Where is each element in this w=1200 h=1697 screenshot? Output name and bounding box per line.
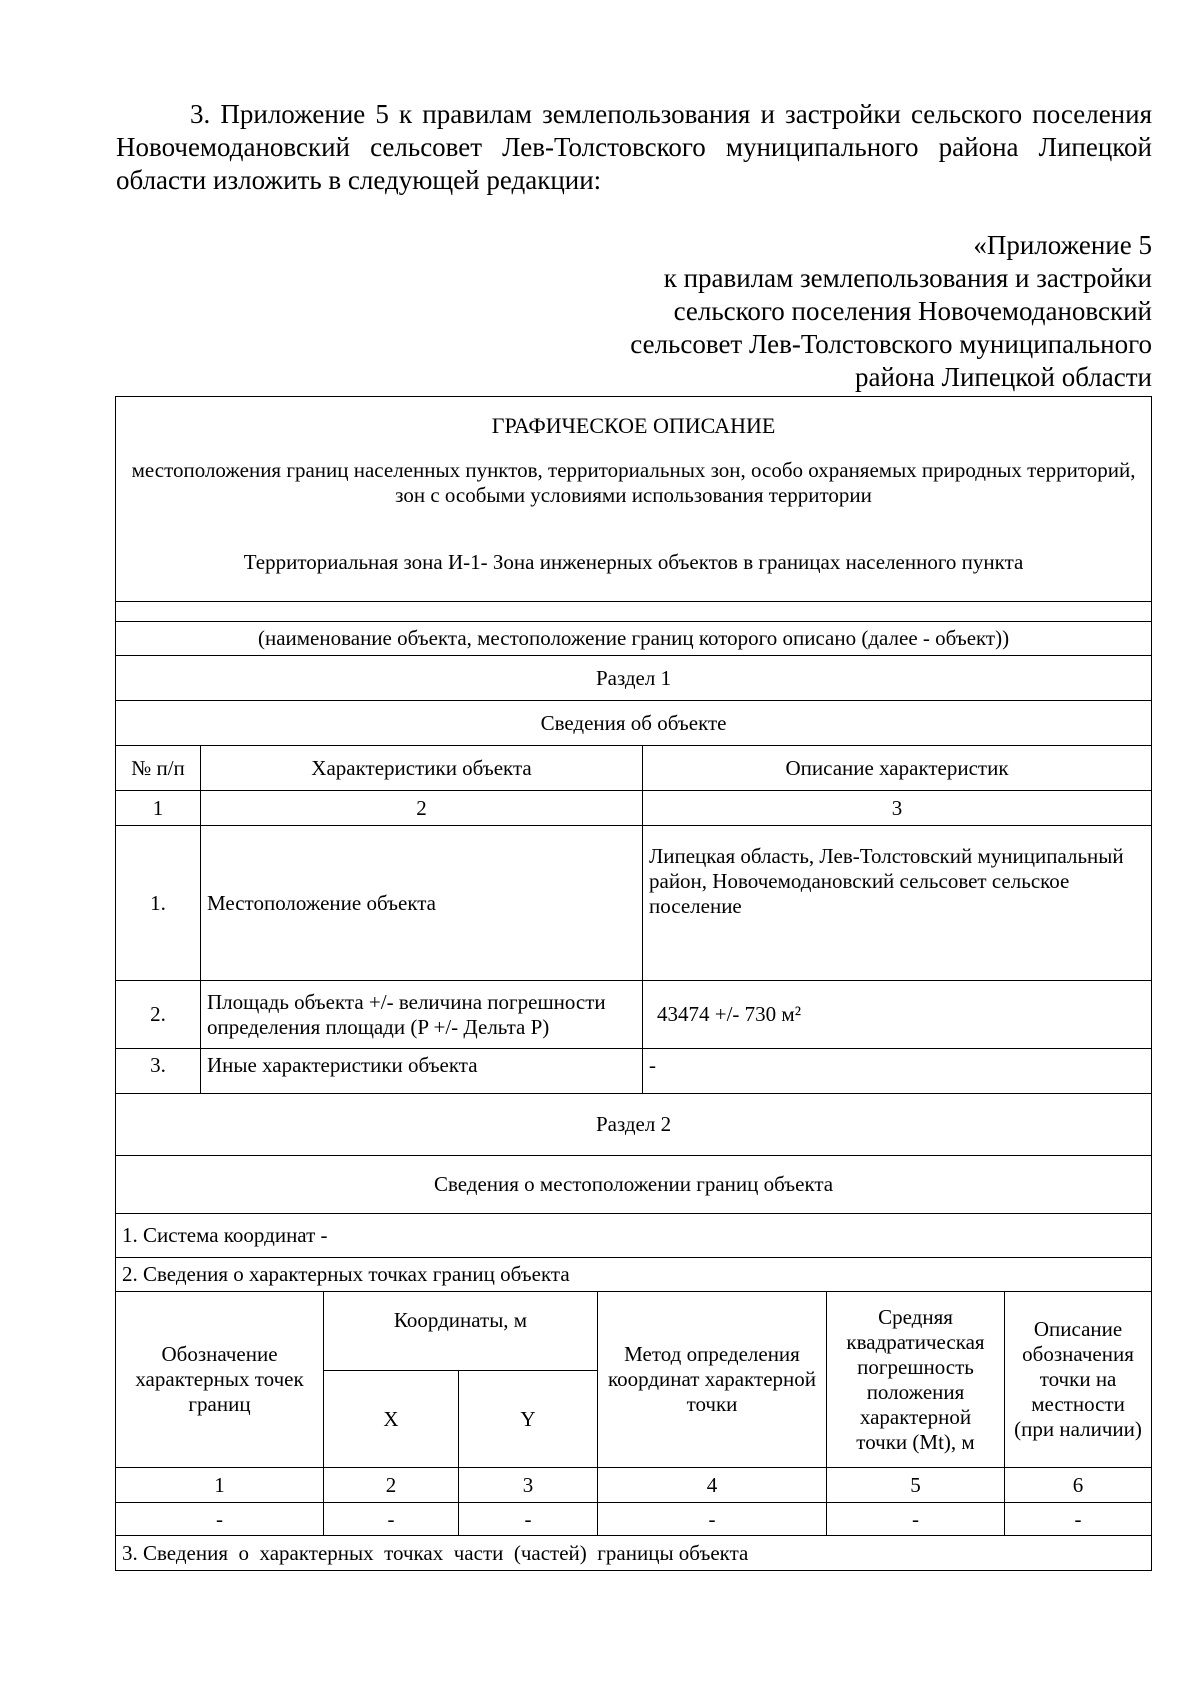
characteristic-name: Местоположение объекта [201, 826, 643, 981]
header-point-designation: Обозначение характерных точек границ [116, 1292, 324, 1468]
divider [116, 601, 1151, 602]
row-number: 2. [116, 981, 201, 1049]
appendix-header [452, 229, 1152, 394]
point-cell: - [459, 1503, 598, 1536]
row-number: 1. [116, 826, 201, 981]
header-y: Y [459, 1371, 598, 1468]
header-point-description: Описание обозначения точки на местности (при наличии) [1005, 1292, 1152, 1468]
column-number: 1 [116, 791, 201, 826]
intro-paragraph: 3. Приложение 5 к правилам землепользования и застройки сельского поселения Новочемодановский сельсовет Лев-Толстовского муниципального района Липецкой области изложить в следующей редакции: [116, 99, 1152, 195]
section2-subtitle: Сведения о местоположении границ объекта [116, 1156, 1152, 1214]
column-number: 6 [1005, 1468, 1152, 1503]
graphic-description-form [115, 396, 1152, 1571]
header-characteristics: Характеристики объекта [201, 746, 643, 791]
section2-title: Раздел 2 [116, 1094, 1152, 1156]
zone-name: Территориальная зона И-1- Зона инженерных объектов в границах населенного пункта [243, 550, 1024, 574]
characteristic-name: Площадь объекта +/- величина погрешности определения площади (P +/- Дельта P) [201, 981, 643, 1049]
header-coordinates: Координаты, м [324, 1292, 598, 1371]
section1-title: Раздел 1 [116, 656, 1152, 701]
row-number: 3. [116, 1049, 201, 1094]
characteristic-name: Иные характеристики объекта [201, 1049, 643, 1094]
appendix-line: района Липецкой области [855, 362, 1152, 392]
appendix-line: сельсовет Лев-Толстовского муниципального [630, 329, 1152, 359]
appendix-line: сельского поселения Новочемодановский [673, 296, 1152, 326]
column-number: 3 [459, 1468, 598, 1503]
parts-title: 3. Сведения о характерных точках части (частей) границы объекта [116, 1536, 1152, 1571]
form-header-block [116, 397, 1152, 622]
coordinate-system: 1. Система координат - [116, 1214, 1152, 1258]
form-title: ГРАФИЧЕСКОЕ ОПИСАНИЕ [491, 413, 776, 438]
header-description: Описание характеристик [643, 746, 1152, 791]
header-mean-error: Средняя квадратическая погрешность положения характерной точки (Mt), м [827, 1292, 1005, 1468]
points-title: 2. Сведения о характерных точках границ объекта [116, 1258, 1152, 1292]
header-number: № п/п [116, 746, 201, 791]
column-number: 1 [116, 1468, 324, 1503]
column-number: 4 [598, 1468, 827, 1503]
column-number: 2 [201, 791, 643, 826]
point-cell: - [116, 1503, 324, 1536]
characteristic-value: 43474 +/- 730 м² [643, 981, 1152, 1049]
point-cell: - [324, 1503, 459, 1536]
point-cell: - [1005, 1503, 1152, 1536]
header-method: Метод определения координат характерной точки [598, 1292, 827, 1468]
characteristic-value: Липецкая область, Лев-Толстовский муниципальный район, Новочемодановский сельсовет сельское поселение [643, 826, 1152, 981]
appendix-line: «Приложение 5 [973, 230, 1152, 260]
appendix-line: к правилам землепользования и застройки [663, 263, 1152, 293]
point-cell: - [827, 1503, 1005, 1536]
form-description: местоположения границ населенных пунктов, территориальных зон, особо охраняемых природных территорий, зон с особыми условиями использования территории [131, 458, 1136, 507]
column-number: 5 [827, 1468, 1005, 1503]
section1-subtitle: Сведения об объекте [116, 701, 1152, 746]
point-cell: - [598, 1503, 827, 1536]
characteristic-value: - [643, 1049, 1152, 1094]
column-number: 3 [643, 791, 1152, 826]
zone-caption: (наименование объекта, местоположение границ которого описано (далее - объект)) [116, 622, 1152, 656]
column-number: 2 [324, 1468, 459, 1503]
header-x: X [324, 1371, 459, 1468]
